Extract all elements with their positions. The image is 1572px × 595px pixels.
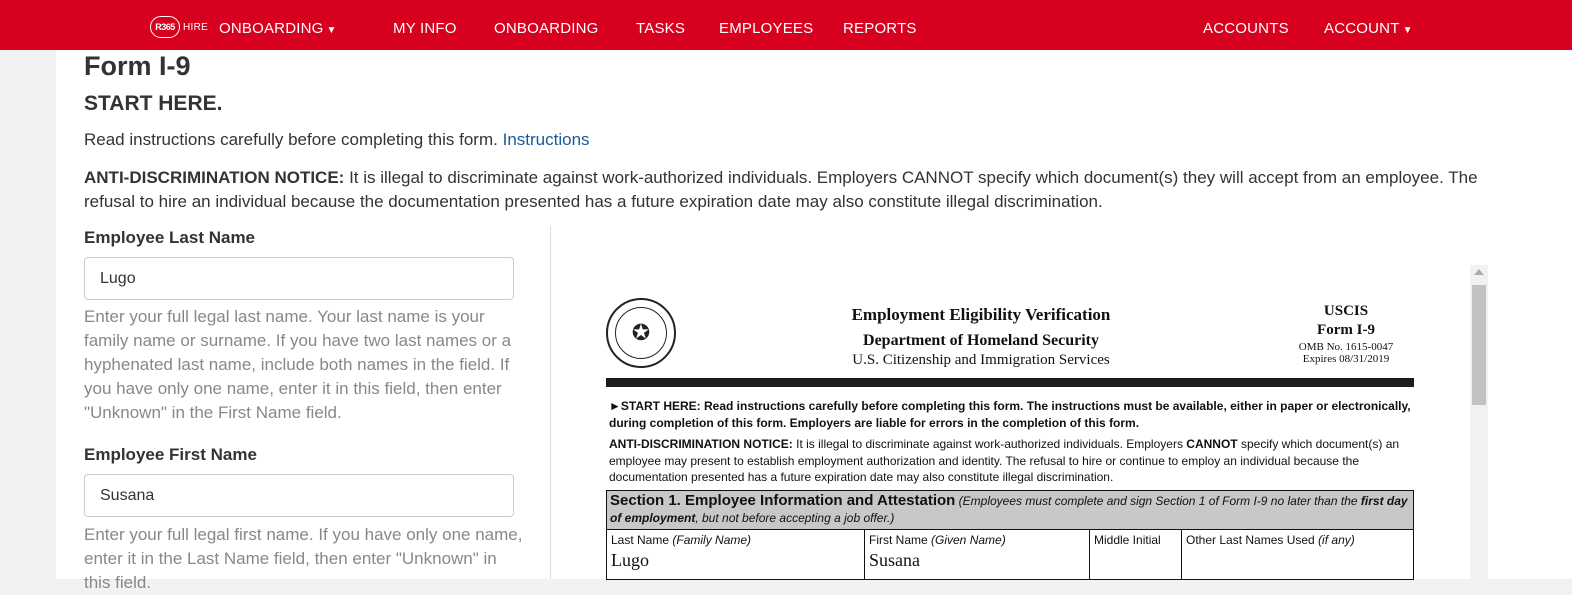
page-title: Form I-9 xyxy=(84,51,191,81)
document-agency: U.S. Citizenship and Immigration Services xyxy=(852,352,1110,368)
uscis-label: USCIS xyxy=(1323,303,1369,319)
nav-my-info[interactable]: MY INFO xyxy=(393,20,457,37)
pdf-other-names-label: Other Last Names Used xyxy=(1186,533,1315,547)
pdf-last-name-cell xyxy=(607,530,865,580)
section-1-note-bold: first day of employment xyxy=(610,494,1408,525)
document-form-info xyxy=(1266,303,1426,365)
section-1-note-2: , but not before accepting a job offer.) xyxy=(695,511,895,525)
pdf-first-name-cell xyxy=(865,530,1090,580)
column-divider xyxy=(550,226,551,579)
last-name-help: Enter your full legal last name. Your last name is your family name or surname. If you have two last names or a hyphenated last name, include both names in the field. If you have only one name, enter it in this field, then enter "Unknown" in the First Name field. xyxy=(84,307,512,422)
form-page xyxy=(56,50,1572,592)
caret-down-icon: ▼ xyxy=(326,25,337,36)
logo-text: HIRE xyxy=(183,21,209,33)
pdf-other-names-sub: (if any) xyxy=(1318,533,1355,547)
last-name-label: Employee Last Name xyxy=(84,228,256,247)
form-number: Form I-9 xyxy=(1317,322,1375,338)
anti-discrimination-notice xyxy=(84,166,1504,214)
read-instructions-text: Read instructions carefully before completing this form. xyxy=(84,130,498,149)
name-fields-row xyxy=(606,530,1414,580)
logo-mark: R365 xyxy=(150,16,180,38)
pdf-last-name-value: Lugo xyxy=(611,550,649,570)
pdf-last-name-label: Last Name xyxy=(611,533,670,547)
last-name-input[interactable] xyxy=(84,257,514,300)
pdf-middle-initial-label: Middle Initial xyxy=(1094,533,1161,547)
nav-onboarding-dropdown-label: ONBOARDING xyxy=(219,20,324,37)
document-start-here xyxy=(609,398,1414,431)
nav-employees[interactable]: EMPLOYEES xyxy=(719,20,814,37)
nav-account-dropdown-label: ACCOUNT xyxy=(1324,20,1400,37)
nav-onboarding[interactable]: ONBOARDING xyxy=(494,20,599,37)
document-start-text: Read instructions carefully before completing this form. The instructions must be available, either in paper or electronically, during completion of this form. Employers are liable for errors in the completion of this form. xyxy=(609,399,1411,430)
document-notice xyxy=(609,436,1414,486)
document-notice-text-1: It is illegal to discriminate against work-authorized individuals. Employers xyxy=(796,437,1183,451)
instructions-link[interactable]: Instructions xyxy=(502,130,590,149)
pdf-last-name-sub: (Family Name) xyxy=(672,533,752,547)
pdf-other-names-cell xyxy=(1182,530,1414,580)
first-name-input[interactable] xyxy=(84,474,514,517)
eagle-icon: ✪ xyxy=(615,307,667,359)
section-1-header xyxy=(606,490,1414,530)
scroll-up-arrow-icon[interactable] xyxy=(1474,269,1484,275)
caret-down-icon: ▼ xyxy=(1402,25,1413,36)
nav-tasks[interactable]: TASKS xyxy=(636,20,686,37)
r365-hire-logo[interactable] xyxy=(150,16,208,38)
expiration-date: Expires 08/31/2019 xyxy=(1302,353,1390,365)
document-department: Department of Homeland Security xyxy=(863,332,1099,349)
notice-label: ANTI-DISCRIMINATION NOTICE: xyxy=(84,168,345,187)
pdf-middle-initial-cell xyxy=(1090,530,1182,580)
pdf-scrollbar[interactable] xyxy=(1470,265,1488,579)
document-title: Employment Eligibility Verification xyxy=(851,305,1111,324)
section-1-note-1: (Employees must complete and sign Section 1 of Form I-9 no later than the xyxy=(958,494,1358,508)
pdf-first-name-value: Susana xyxy=(869,550,920,570)
document-notice-text-2: specify which document(s) an employee may present to establish employment authorization and identity. The refusal to hire or continue to employ an individual because the documentation presented has a future expiration date may also constitute illegal discrimination. xyxy=(609,437,1400,484)
document-header xyxy=(806,305,1156,369)
first-name-label: Employee First Name xyxy=(84,445,257,464)
top-navbar xyxy=(0,0,1572,50)
nav-account-dropdown[interactable] xyxy=(1324,20,1413,37)
document-notice-cannot: CANNOT xyxy=(1186,437,1238,451)
scrollbar-thumb[interactable] xyxy=(1472,285,1486,405)
read-instructions-line xyxy=(84,130,590,150)
pdf-first-name-sub: (Given Name) xyxy=(931,533,1006,547)
section-1-title: Section 1. Employee Information and Attestation xyxy=(610,492,956,509)
header-rule xyxy=(606,378,1414,387)
notice-text: It is illegal to discriminate against work-authorized individuals. Employers CANNOT specify which document(s) they will accept from an employee. The refusal to hire an individual because the documentation presented has a future expiration date may also constitute illegal discrimination. xyxy=(84,168,1478,211)
pdf-first-name-label: First Name xyxy=(869,533,928,547)
nav-accounts[interactable]: ACCOUNTS xyxy=(1203,20,1289,37)
start-here-heading: START HERE. xyxy=(84,92,223,115)
first-name-help: Enter your full legal first name. If you have only one name, enter it in the Last Name field, then enter "Unknown" in this field. xyxy=(84,525,523,592)
document-start-label: ►START HERE: xyxy=(609,399,701,413)
nav-onboarding-dropdown[interactable] xyxy=(219,20,337,37)
dhs-seal-icon xyxy=(606,298,676,368)
nav-reports[interactable]: REPORTS xyxy=(843,20,917,37)
i9-pdf-preview[interactable] xyxy=(555,263,1490,579)
document-notice-label: ANTI-DISCRIMINATION NOTICE: xyxy=(609,437,793,451)
omb-number: OMB No. 1615-0047 xyxy=(1298,341,1394,353)
